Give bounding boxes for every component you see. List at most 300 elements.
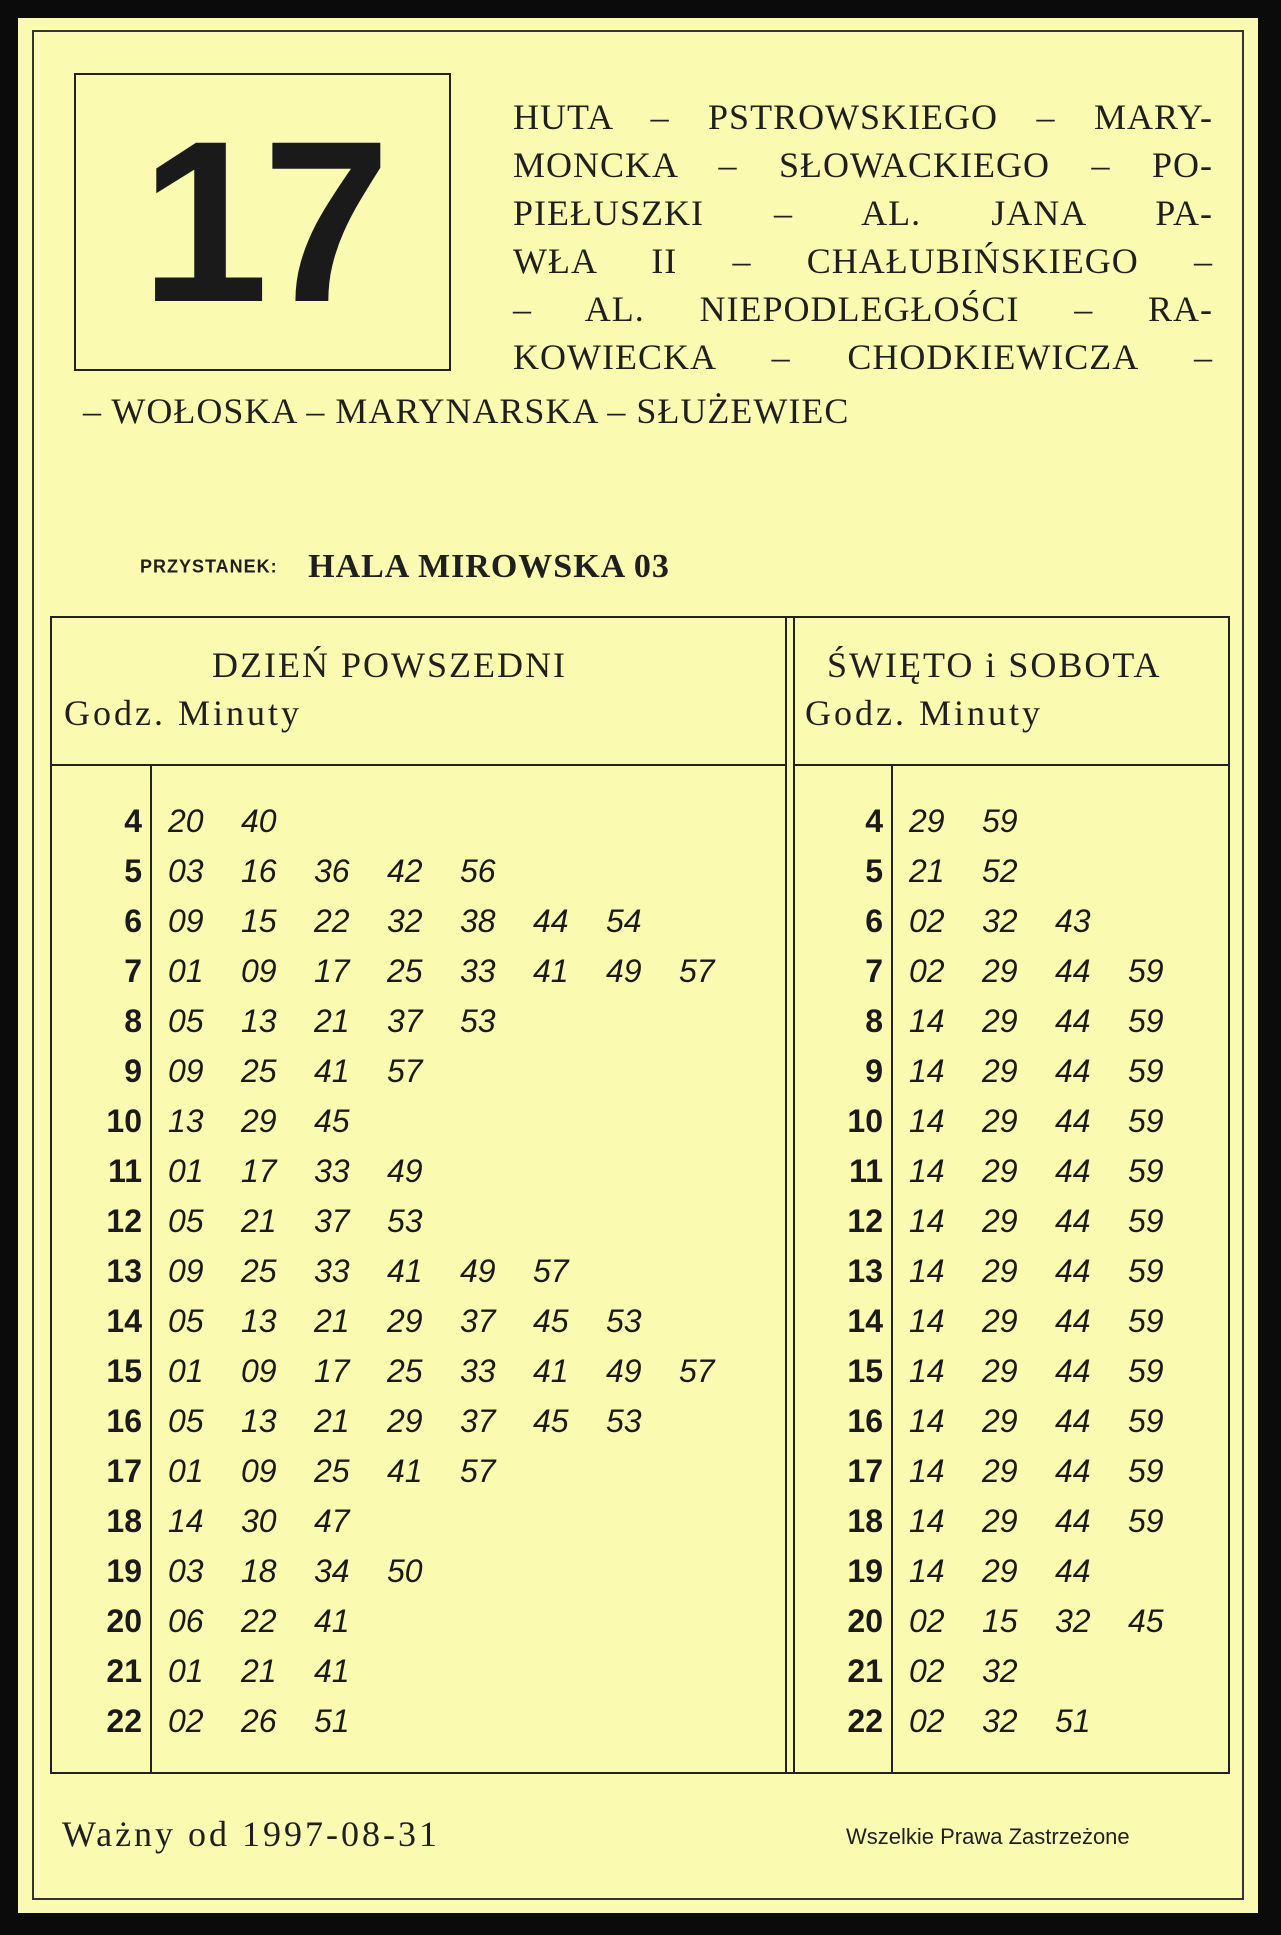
minute-value: 47 <box>314 1503 350 1539</box>
minute-value: 14 <box>909 1553 945 1589</box>
schedule-row <box>793 946 1228 996</box>
minute-value: 01 <box>168 1353 204 1389</box>
hour-cell: 14 <box>106 1303 142 1339</box>
minute-value: 14 <box>168 1503 204 1539</box>
line-number-box <box>74 73 451 371</box>
header-rule <box>793 764 1228 766</box>
minute-value: 14 <box>909 1203 945 1239</box>
hour-cell: 22 <box>847 1703 883 1739</box>
minute-value: 32 <box>982 1703 1018 1739</box>
minute-value: 09 <box>241 1453 277 1489</box>
schedule-row <box>793 1696 1228 1746</box>
minute-value: 16 <box>241 853 277 889</box>
minutes-cell <box>909 1246 1201 1296</box>
schedule-row <box>793 1446 1228 1496</box>
minute-value: 09 <box>241 1353 277 1389</box>
hour-cell: 7 <box>865 953 883 989</box>
minute-value: 14 <box>909 1353 945 1389</box>
minutes-cell <box>168 946 752 996</box>
minutes-cell <box>909 1496 1201 1546</box>
minute-value: 44 <box>1055 1453 1091 1489</box>
minute-value: 34 <box>314 1553 350 1589</box>
minute-value: 49 <box>460 1253 496 1289</box>
schedule-row <box>793 1046 1228 1096</box>
panel-divider <box>785 618 787 1772</box>
minute-value: 41 <box>314 1653 350 1689</box>
minute-value: 45 <box>533 1303 569 1339</box>
schedule-row <box>793 1096 1228 1146</box>
minute-value: 57 <box>533 1253 569 1289</box>
minute-value: 59 <box>1128 1453 1164 1489</box>
minutes-cell <box>909 1546 1128 1596</box>
schedule-row <box>793 1596 1228 1646</box>
minutes-cell <box>168 996 533 1046</box>
hour-cell: 12 <box>847 1203 883 1239</box>
hour-cell: 8 <box>865 1003 883 1039</box>
minutes-cell <box>168 1446 533 1496</box>
route-description <box>513 93 1213 381</box>
schedule-row <box>52 996 785 1046</box>
hour-cell: 17 <box>106 1453 142 1489</box>
minute-value: 13 <box>241 1403 277 1439</box>
minute-value: 18 <box>241 1553 277 1589</box>
minute-value: 01 <box>168 953 204 989</box>
minute-value: 02 <box>909 1653 945 1689</box>
schedule-row <box>52 796 785 846</box>
minute-value: 44 <box>1055 1403 1091 1439</box>
minutes-cell <box>909 946 1201 996</box>
minute-value: 41 <box>387 1253 423 1289</box>
minutes-cell <box>909 1296 1201 1346</box>
minute-value: 33 <box>460 953 496 989</box>
minute-value: 44 <box>1055 1053 1091 1089</box>
schedule-row <box>52 896 785 946</box>
holiday-rows <box>793 796 1228 1746</box>
minute-value: 13 <box>241 1303 277 1339</box>
holiday-panel <box>793 618 1228 1772</box>
minute-value: 14 <box>909 1453 945 1489</box>
minute-value: 59 <box>1128 1103 1164 1139</box>
route-line: KOWIECKA – CHODKIEWICZA – <box>513 337 1213 377</box>
hour-cell: 16 <box>847 1403 883 1439</box>
minute-value: 09 <box>168 1253 204 1289</box>
minute-value: 51 <box>1055 1703 1091 1739</box>
minute-value: 44 <box>1055 1303 1091 1339</box>
minute-value: 44 <box>1055 1203 1091 1239</box>
hour-cell: 8 <box>124 1003 142 1039</box>
minute-value: 37 <box>387 1003 423 1039</box>
minute-value: 14 <box>909 1103 945 1139</box>
hour-cell: 18 <box>106 1503 142 1539</box>
minute-value: 05 <box>168 1203 204 1239</box>
hour-cell: 7 <box>124 953 142 989</box>
minute-value: 29 <box>909 803 945 839</box>
hour-cell: 9 <box>865 1053 883 1089</box>
weekday-subtitle: Godz. Minuty <box>64 693 302 733</box>
minute-value: 14 <box>909 1003 945 1039</box>
minutes-cell <box>909 896 1128 946</box>
stop-name: HALA MIROWSKA 03 <box>308 548 670 585</box>
minute-value: 29 <box>387 1303 423 1339</box>
minutes-cell <box>168 1346 752 1396</box>
minute-value: 03 <box>168 853 204 889</box>
schedule-row <box>793 1246 1228 1296</box>
minutes-cell <box>168 1046 460 1096</box>
minute-value: 01 <box>168 1153 204 1189</box>
minute-value: 59 <box>1128 1053 1164 1089</box>
schedule-row <box>52 1396 785 1446</box>
minute-value: 43 <box>1055 903 1091 939</box>
minute-value: 49 <box>387 1153 423 1189</box>
minute-value: 29 <box>982 1353 1018 1389</box>
minutes-cell <box>168 1396 679 1446</box>
line-number: 17 <box>140 93 385 350</box>
minute-value: 13 <box>168 1103 204 1139</box>
rights-notice: Wszelkie Prawa Zastrzeżone <box>846 1824 1130 1849</box>
minute-value: 03 <box>168 1553 204 1589</box>
schedule-row <box>793 896 1228 946</box>
minute-value: 44 <box>1055 1153 1091 1189</box>
minutes-cell <box>909 796 1055 846</box>
minute-value: 59 <box>1128 1253 1164 1289</box>
hour-cell: 21 <box>106 1653 142 1689</box>
hour-cell: 14 <box>847 1303 883 1339</box>
schedule-row <box>52 846 785 896</box>
minute-value: 02 <box>909 1703 945 1739</box>
minute-value: 32 <box>982 903 1018 939</box>
minute-value: 29 <box>982 1203 1018 1239</box>
route-line: – AL. NIEPODLEGŁOŚCI – RA- <box>513 289 1213 329</box>
minute-value: 54 <box>606 903 642 939</box>
schedule-row <box>52 946 785 996</box>
minute-value: 29 <box>982 1003 1018 1039</box>
minute-value: 17 <box>314 953 350 989</box>
hour-cell: 9 <box>124 1053 142 1089</box>
minute-value: 53 <box>460 1003 496 1039</box>
minute-value: 59 <box>1128 1203 1164 1239</box>
minutes-cell <box>909 1096 1201 1146</box>
minute-value: 17 <box>314 1353 350 1389</box>
hour-cell: 13 <box>847 1253 883 1289</box>
hour-cell: 10 <box>847 1103 883 1139</box>
minute-value: 15 <box>982 1603 1018 1639</box>
minutes-cell <box>168 846 533 896</box>
minute-value: 59 <box>1128 1353 1164 1389</box>
hour-cell: 4 <box>124 803 142 839</box>
hour-cell: 16 <box>106 1403 142 1439</box>
minute-value: 02 <box>909 953 945 989</box>
minute-value: 14 <box>909 1303 945 1339</box>
minute-value: 57 <box>387 1053 423 1089</box>
minutes-cell <box>168 1146 460 1196</box>
minute-value: 25 <box>387 953 423 989</box>
minute-value: 41 <box>314 1053 350 1089</box>
minutes-cell <box>168 1696 387 1746</box>
minute-value: 29 <box>982 953 1018 989</box>
schedule-row <box>52 1696 785 1746</box>
stop-label: PRZYSTANEK: <box>140 556 278 577</box>
minutes-cell <box>909 1396 1201 1446</box>
minute-value: 14 <box>909 1403 945 1439</box>
minute-value: 59 <box>982 803 1018 839</box>
minute-value: 29 <box>982 1153 1018 1189</box>
minute-value: 29 <box>982 1403 1018 1439</box>
schedule-row <box>52 1596 785 1646</box>
minute-value: 14 <box>909 1053 945 1089</box>
minute-value: 44 <box>1055 1353 1091 1389</box>
minute-value: 45 <box>533 1403 569 1439</box>
minute-value: 50 <box>387 1553 423 1589</box>
minute-value: 01 <box>168 1453 204 1489</box>
minutes-cell <box>909 1046 1201 1096</box>
minute-value: 44 <box>1055 1003 1091 1039</box>
minute-value: 57 <box>679 1353 715 1389</box>
minute-value: 05 <box>168 1003 204 1039</box>
hour-cell: 20 <box>847 1603 883 1639</box>
schedule-row <box>793 1346 1228 1396</box>
minute-value: 57 <box>679 953 715 989</box>
minute-value: 41 <box>533 953 569 989</box>
minute-value: 02 <box>909 903 945 939</box>
minute-value: 26 <box>241 1703 277 1739</box>
schedule-row <box>793 1146 1228 1196</box>
hour-cell: 4 <box>865 803 883 839</box>
minute-value: 25 <box>241 1053 277 1089</box>
schedule-row <box>52 1196 785 1246</box>
schedule-row <box>52 1546 785 1596</box>
minute-value: 21 <box>241 1203 277 1239</box>
minute-value: 44 <box>1055 1253 1091 1289</box>
schedule-row <box>793 796 1228 846</box>
minute-value: 49 <box>606 953 642 989</box>
route-line-last: – WOŁOSKA – MARYNARSKA – SŁUŻEWIEC <box>83 391 850 431</box>
minutes-cell <box>168 1296 679 1346</box>
schedule-row <box>793 996 1228 1046</box>
hour-cell: 12 <box>106 1203 142 1239</box>
minute-value: 21 <box>314 1303 350 1339</box>
minute-value: 29 <box>982 1303 1018 1339</box>
minutes-cell <box>909 1146 1201 1196</box>
minute-value: 14 <box>909 1253 945 1289</box>
minutes-cell <box>909 1446 1201 1496</box>
minute-value: 53 <box>606 1403 642 1439</box>
schedule-row <box>793 1646 1228 1696</box>
schedule-row <box>52 1146 785 1196</box>
hour-cell: 15 <box>106 1353 142 1389</box>
minute-value: 29 <box>982 1253 1018 1289</box>
minute-value: 30 <box>241 1503 277 1539</box>
minute-value: 17 <box>241 1153 277 1189</box>
hour-cell: 10 <box>106 1103 142 1139</box>
holiday-title: ŚWIĘTO i SOBOTA <box>827 645 1162 685</box>
stop-heading <box>140 548 670 586</box>
minute-value: 09 <box>168 903 204 939</box>
schedule-row <box>52 1496 785 1546</box>
minute-value: 09 <box>241 953 277 989</box>
minute-value: 41 <box>387 1453 423 1489</box>
minute-value: 37 <box>314 1203 350 1239</box>
minute-value: 56 <box>460 853 496 889</box>
minutes-cell <box>168 1096 387 1146</box>
minute-value: 29 <box>982 1453 1018 1489</box>
minutes-cell <box>909 1346 1201 1396</box>
minute-value: 40 <box>241 803 277 839</box>
schedule-row <box>52 1046 785 1096</box>
hour-cell: 15 <box>847 1353 883 1389</box>
minutes-cell <box>168 1546 460 1596</box>
valid-from: Ważny od 1997-08-31 <box>62 1814 441 1854</box>
minute-value: 09 <box>168 1053 204 1089</box>
minute-value: 53 <box>606 1303 642 1339</box>
minute-value: 06 <box>168 1603 204 1639</box>
minute-value: 32 <box>1055 1603 1091 1639</box>
minutes-cell <box>168 896 679 946</box>
minute-value: 52 <box>982 853 1018 889</box>
schedule-row <box>793 1546 1228 1596</box>
minute-value: 05 <box>168 1403 204 1439</box>
minute-value: 44 <box>1055 1103 1091 1139</box>
minute-value: 25 <box>387 1353 423 1389</box>
schedule-row <box>52 1096 785 1146</box>
hour-cell: 22 <box>106 1703 142 1739</box>
minute-value: 36 <box>314 853 350 889</box>
minute-value: 33 <box>460 1353 496 1389</box>
minute-value: 29 <box>982 1503 1018 1539</box>
minute-value: 59 <box>1128 953 1164 989</box>
minute-value: 22 <box>241 1603 277 1639</box>
route-line: HUTA – PSTROWSKIEGO – MARY- <box>513 97 1213 137</box>
minute-value: 59 <box>1128 1403 1164 1439</box>
minute-value: 44 <box>1055 1503 1091 1539</box>
minutes-cell <box>909 846 1055 896</box>
minute-value: 20 <box>168 803 204 839</box>
minute-value: 21 <box>314 1403 350 1439</box>
hour-cell: 5 <box>865 853 883 889</box>
minute-value: 44 <box>1055 1553 1091 1589</box>
route-line: WŁA II – CHAŁUBIŃSKIEGO – <box>513 241 1213 281</box>
minute-value: 33 <box>314 1153 350 1189</box>
timetable-card <box>18 18 1258 1913</box>
minute-value: 29 <box>241 1103 277 1139</box>
hour-cell: 17 <box>847 1453 883 1489</box>
minute-value: 49 <box>606 1353 642 1389</box>
schedule-row <box>793 1196 1228 1246</box>
hour-cell: 6 <box>124 903 142 939</box>
minute-value: 53 <box>387 1203 423 1239</box>
minute-value: 29 <box>387 1403 423 1439</box>
weekday-title: DZIEŃ POWSZEDNI <box>212 645 567 685</box>
minute-value: 25 <box>241 1253 277 1289</box>
minutes-cell <box>168 1196 460 1246</box>
schedule-row <box>52 1246 785 1296</box>
minute-value: 29 <box>982 1553 1018 1589</box>
minutes-cell <box>168 1596 387 1646</box>
hour-cell: 5 <box>124 853 142 889</box>
hour-cell: 11 <box>108 1153 142 1189</box>
minute-value: 02 <box>168 1703 204 1739</box>
minute-value: 37 <box>460 1303 496 1339</box>
minute-value: 57 <box>460 1453 496 1489</box>
hour-cell: 21 <box>847 1653 883 1689</box>
hour-cell: 19 <box>106 1553 142 1589</box>
schedule-row <box>52 1446 785 1496</box>
hour-cell: 11 <box>849 1153 883 1189</box>
minute-value: 14 <box>909 1503 945 1539</box>
schedule-row <box>52 1296 785 1346</box>
minutes-cell <box>909 1696 1128 1746</box>
minute-value: 44 <box>533 903 569 939</box>
minute-value: 45 <box>314 1103 350 1139</box>
weekday-panel <box>52 618 785 1772</box>
minutes-cell <box>909 1596 1201 1646</box>
minute-value: 05 <box>168 1303 204 1339</box>
minute-value: 38 <box>460 903 496 939</box>
minutes-cell <box>909 1196 1201 1246</box>
minutes-cell <box>168 1496 387 1546</box>
hour-cell: 19 <box>847 1553 883 1589</box>
minute-value: 21 <box>241 1653 277 1689</box>
minute-value: 29 <box>982 1053 1018 1089</box>
minute-value: 21 <box>909 853 945 889</box>
hour-cell: 20 <box>106 1603 142 1639</box>
minute-value: 13 <box>241 1003 277 1039</box>
minute-value: 29 <box>982 1103 1018 1139</box>
schedule-row <box>793 846 1228 896</box>
hour-cell: 13 <box>106 1253 142 1289</box>
minute-value: 44 <box>1055 953 1091 989</box>
schedule-table <box>50 616 1230 1774</box>
minute-value: 01 <box>168 1653 204 1689</box>
minutes-cell <box>168 1646 387 1696</box>
minute-value: 21 <box>314 1003 350 1039</box>
schedule-row <box>52 1346 785 1396</box>
minute-value: 02 <box>909 1603 945 1639</box>
minute-value: 14 <box>909 1153 945 1189</box>
route-line: MONCKA – SŁOWACKIEGO – PO- <box>513 145 1213 185</box>
minute-value: 33 <box>314 1253 350 1289</box>
minute-value: 42 <box>387 853 423 889</box>
minute-value: 51 <box>314 1703 350 1739</box>
minute-value: 41 <box>533 1353 569 1389</box>
minute-value: 45 <box>1128 1603 1164 1639</box>
minute-value: 32 <box>982 1653 1018 1689</box>
hour-cell: 18 <box>847 1503 883 1539</box>
minute-value: 59 <box>1128 1003 1164 1039</box>
minute-value: 59 <box>1128 1303 1164 1339</box>
minute-value: 22 <box>314 903 350 939</box>
minute-value: 25 <box>314 1453 350 1489</box>
schedule-row <box>793 1496 1228 1546</box>
schedule-row <box>793 1296 1228 1346</box>
minutes-cell <box>909 996 1201 1046</box>
schedule-row <box>793 1396 1228 1446</box>
minute-value: 32 <box>387 903 423 939</box>
route-line: PIEŁUSZKI – AL. JANA PA- <box>513 193 1213 233</box>
minute-value: 37 <box>460 1403 496 1439</box>
holiday-subtitle: Godz. Minuty <box>805 693 1043 733</box>
minute-value: 59 <box>1128 1503 1164 1539</box>
schedule-row <box>52 1646 785 1696</box>
minutes-cell <box>168 796 314 846</box>
header-rule <box>52 764 785 766</box>
minute-value: 41 <box>314 1603 350 1639</box>
minute-value: 15 <box>241 903 277 939</box>
minutes-cell <box>909 1646 1055 1696</box>
hour-cell: 6 <box>865 903 883 939</box>
minutes-cell <box>168 1246 606 1296</box>
weekday-rows <box>52 796 785 1746</box>
minute-value: 59 <box>1128 1153 1164 1189</box>
